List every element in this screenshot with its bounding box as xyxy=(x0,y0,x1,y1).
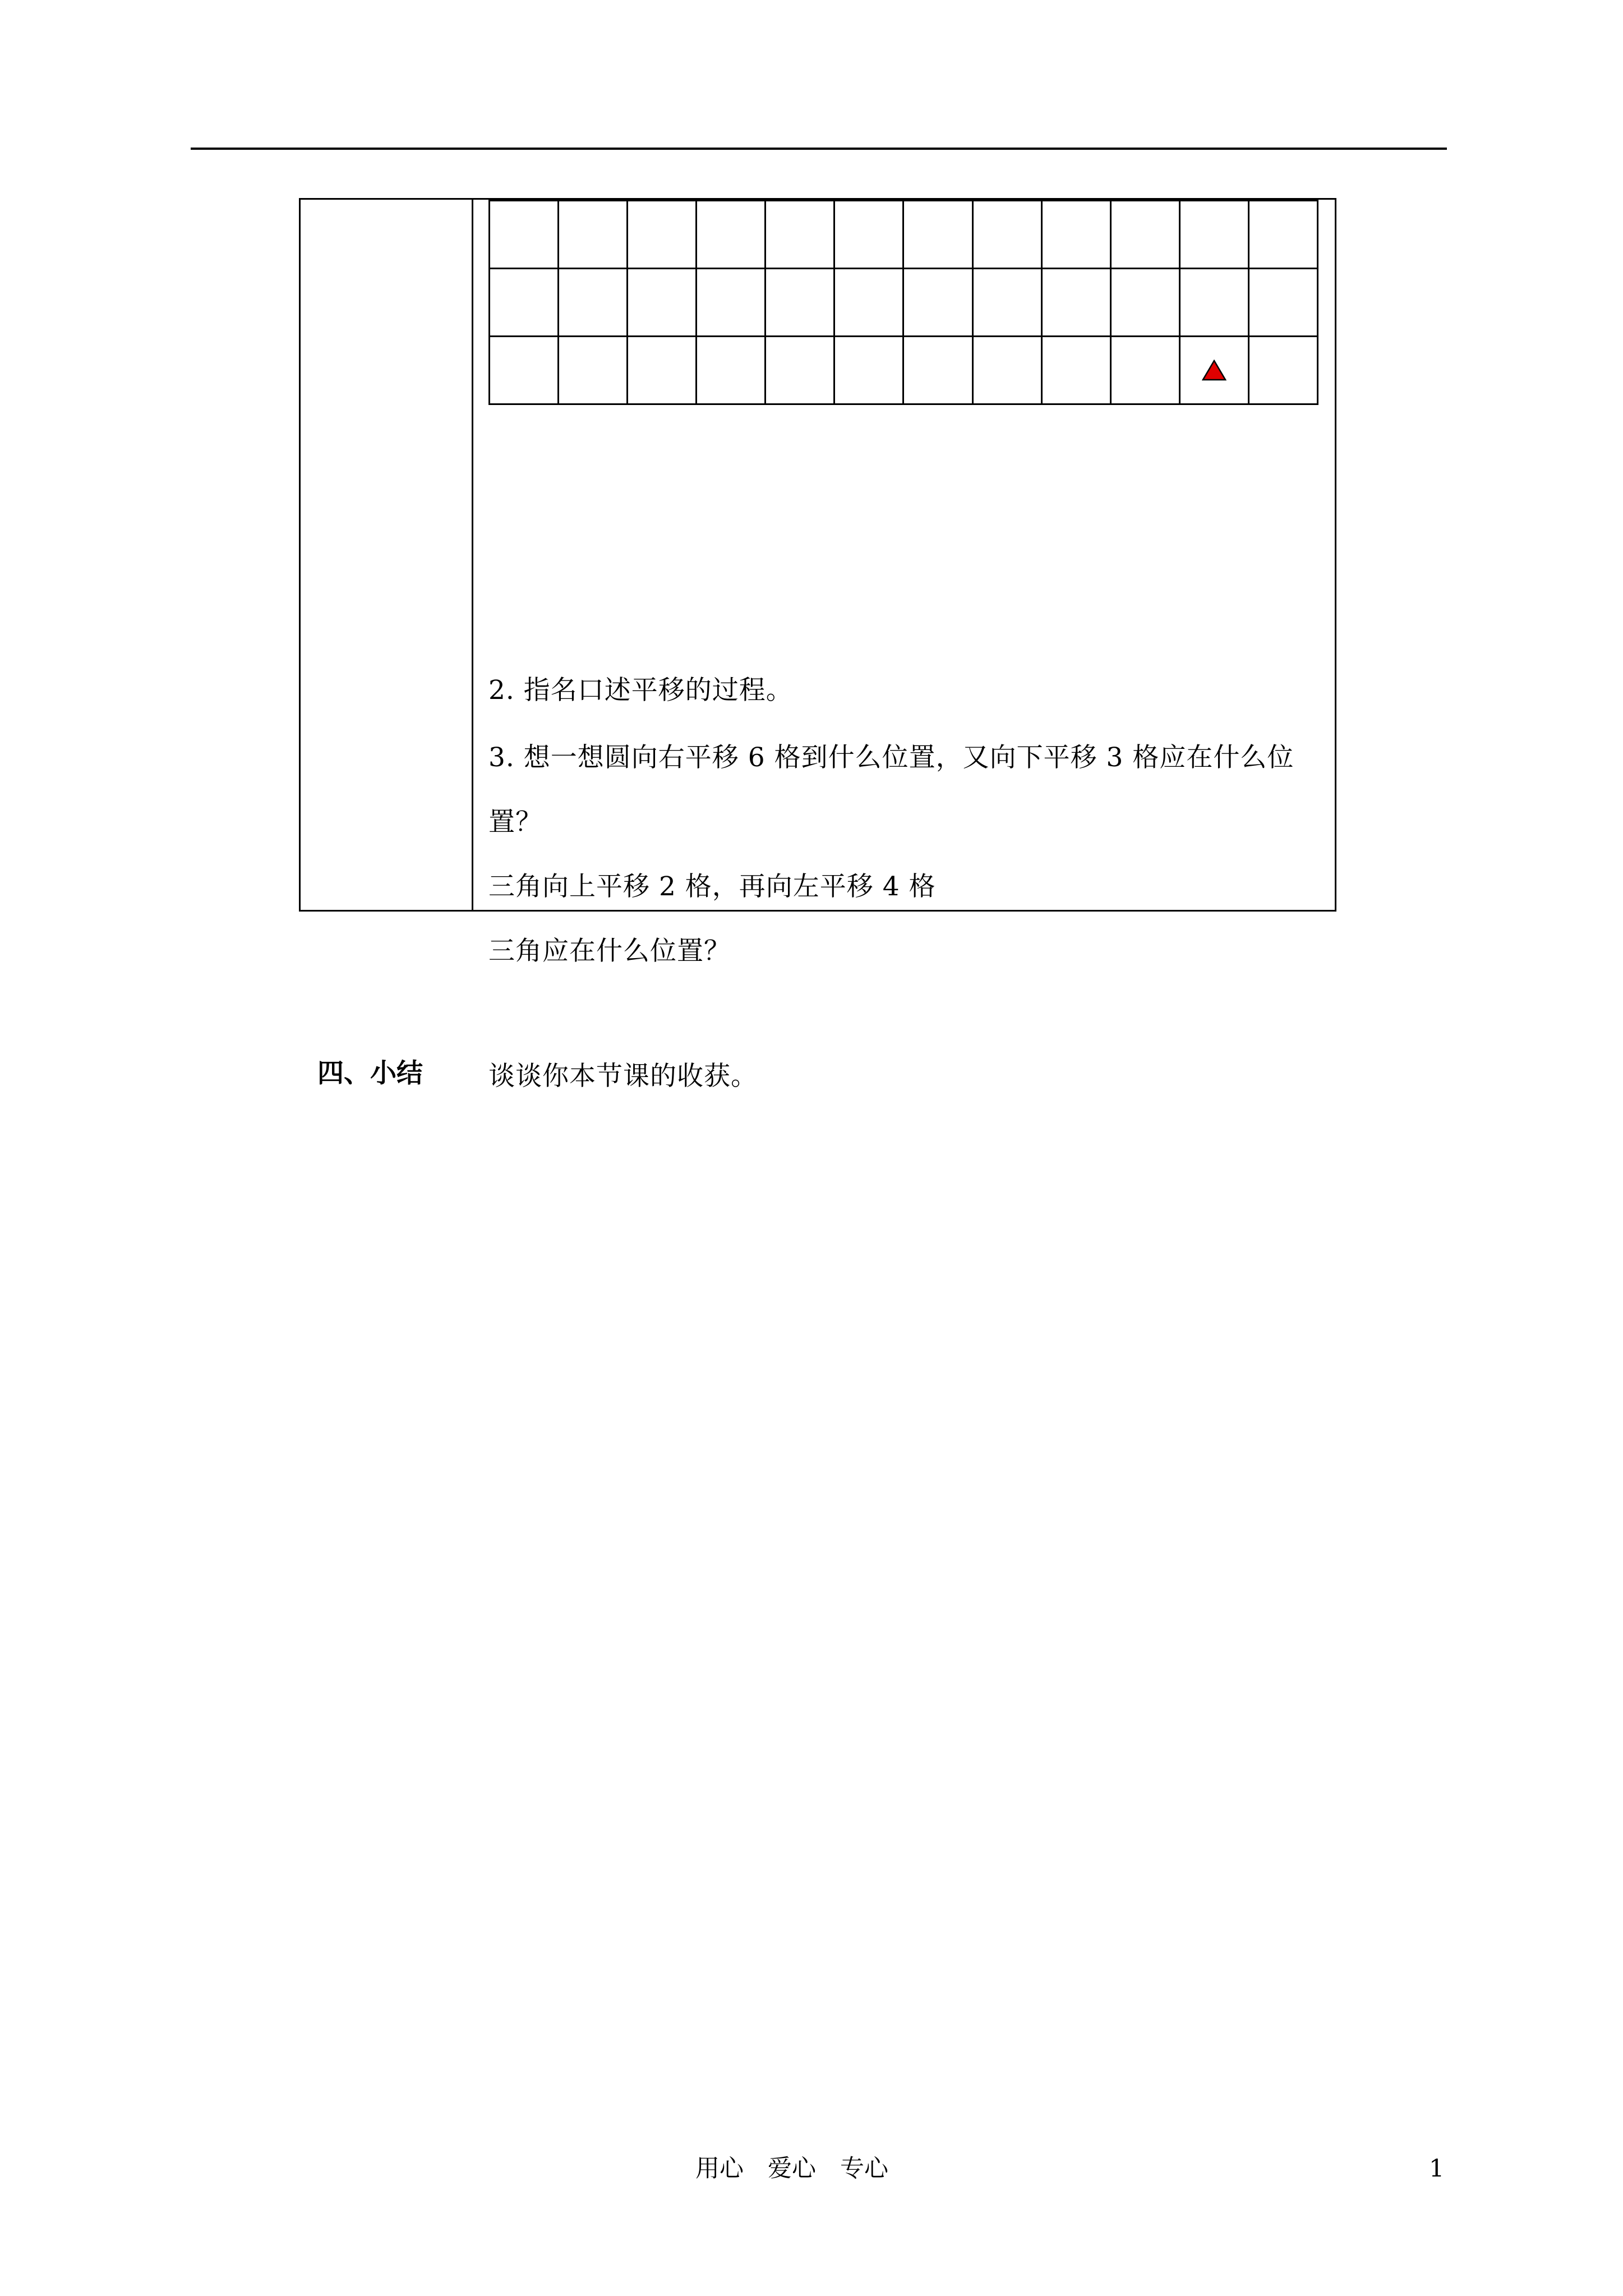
grid-cell xyxy=(903,201,972,269)
grid-row xyxy=(490,201,1318,269)
grid-cell xyxy=(559,337,628,404)
grid-cell xyxy=(1248,201,1317,269)
triangle-icon xyxy=(1202,360,1227,381)
grid-cell xyxy=(1110,337,1179,404)
page-number: 1 xyxy=(1429,2155,1445,2183)
summary-section-label: 四、小结 xyxy=(317,1058,423,1089)
summary-text: 谈谈你本节课的收获。 xyxy=(488,1061,758,1092)
grid-cell xyxy=(1179,201,1248,269)
grid-cell xyxy=(903,269,972,337)
grid-cell xyxy=(559,269,628,337)
grid-cell xyxy=(490,269,559,337)
grid-cell xyxy=(1179,269,1248,337)
footer-motto: 用心 爱心 专心 xyxy=(695,2155,888,2183)
step-3-continuation: 置？ xyxy=(488,807,542,838)
lesson-table xyxy=(299,198,1336,1092)
grid-cell xyxy=(559,201,628,269)
grid-cell xyxy=(766,337,834,404)
step-3-line: 3. 想一想圆向右平移 6 格到什么位置，又向下平移 3 格应在什么位 xyxy=(488,742,1294,773)
grid-cell xyxy=(972,337,1041,404)
translation-grid xyxy=(488,200,1318,405)
grid-cell xyxy=(490,201,559,269)
grid-cell xyxy=(834,337,903,404)
grid-cell xyxy=(1110,201,1179,269)
column-divider xyxy=(472,200,473,910)
grid-cell xyxy=(490,337,559,404)
grid-cell xyxy=(1041,337,1110,404)
triangle-question-line: 三角应在什么位置？ xyxy=(488,936,731,967)
grid-cell xyxy=(697,201,766,269)
grid-cell xyxy=(628,201,697,269)
grid-cell xyxy=(834,201,903,269)
grid-cell xyxy=(766,201,834,269)
grid-row xyxy=(490,337,1318,404)
grid-cell xyxy=(1110,269,1179,337)
grid-cell xyxy=(628,269,697,337)
step-2-line: 2. 指名口述平移的过程。 xyxy=(488,675,793,706)
grid-cell xyxy=(766,269,834,337)
grid-cell xyxy=(1248,269,1317,337)
translation-grid-wrap xyxy=(488,200,1318,399)
grid-cell xyxy=(628,337,697,404)
grid-cell xyxy=(697,269,766,337)
grid-cell xyxy=(903,337,972,404)
header-rule xyxy=(191,148,1447,150)
grid-cell xyxy=(1248,337,1317,404)
grid-cell xyxy=(972,269,1041,337)
grid-cell xyxy=(834,269,903,337)
grid-cell xyxy=(972,201,1041,269)
grid-cell xyxy=(1041,201,1110,269)
triangle-move-line: 三角向上平移 2 格，再向左平移 4 格 xyxy=(488,871,936,902)
grid-cell xyxy=(1179,337,1248,404)
grid-cell xyxy=(697,337,766,404)
grid-cell xyxy=(1041,269,1110,337)
grid-row xyxy=(490,269,1318,337)
